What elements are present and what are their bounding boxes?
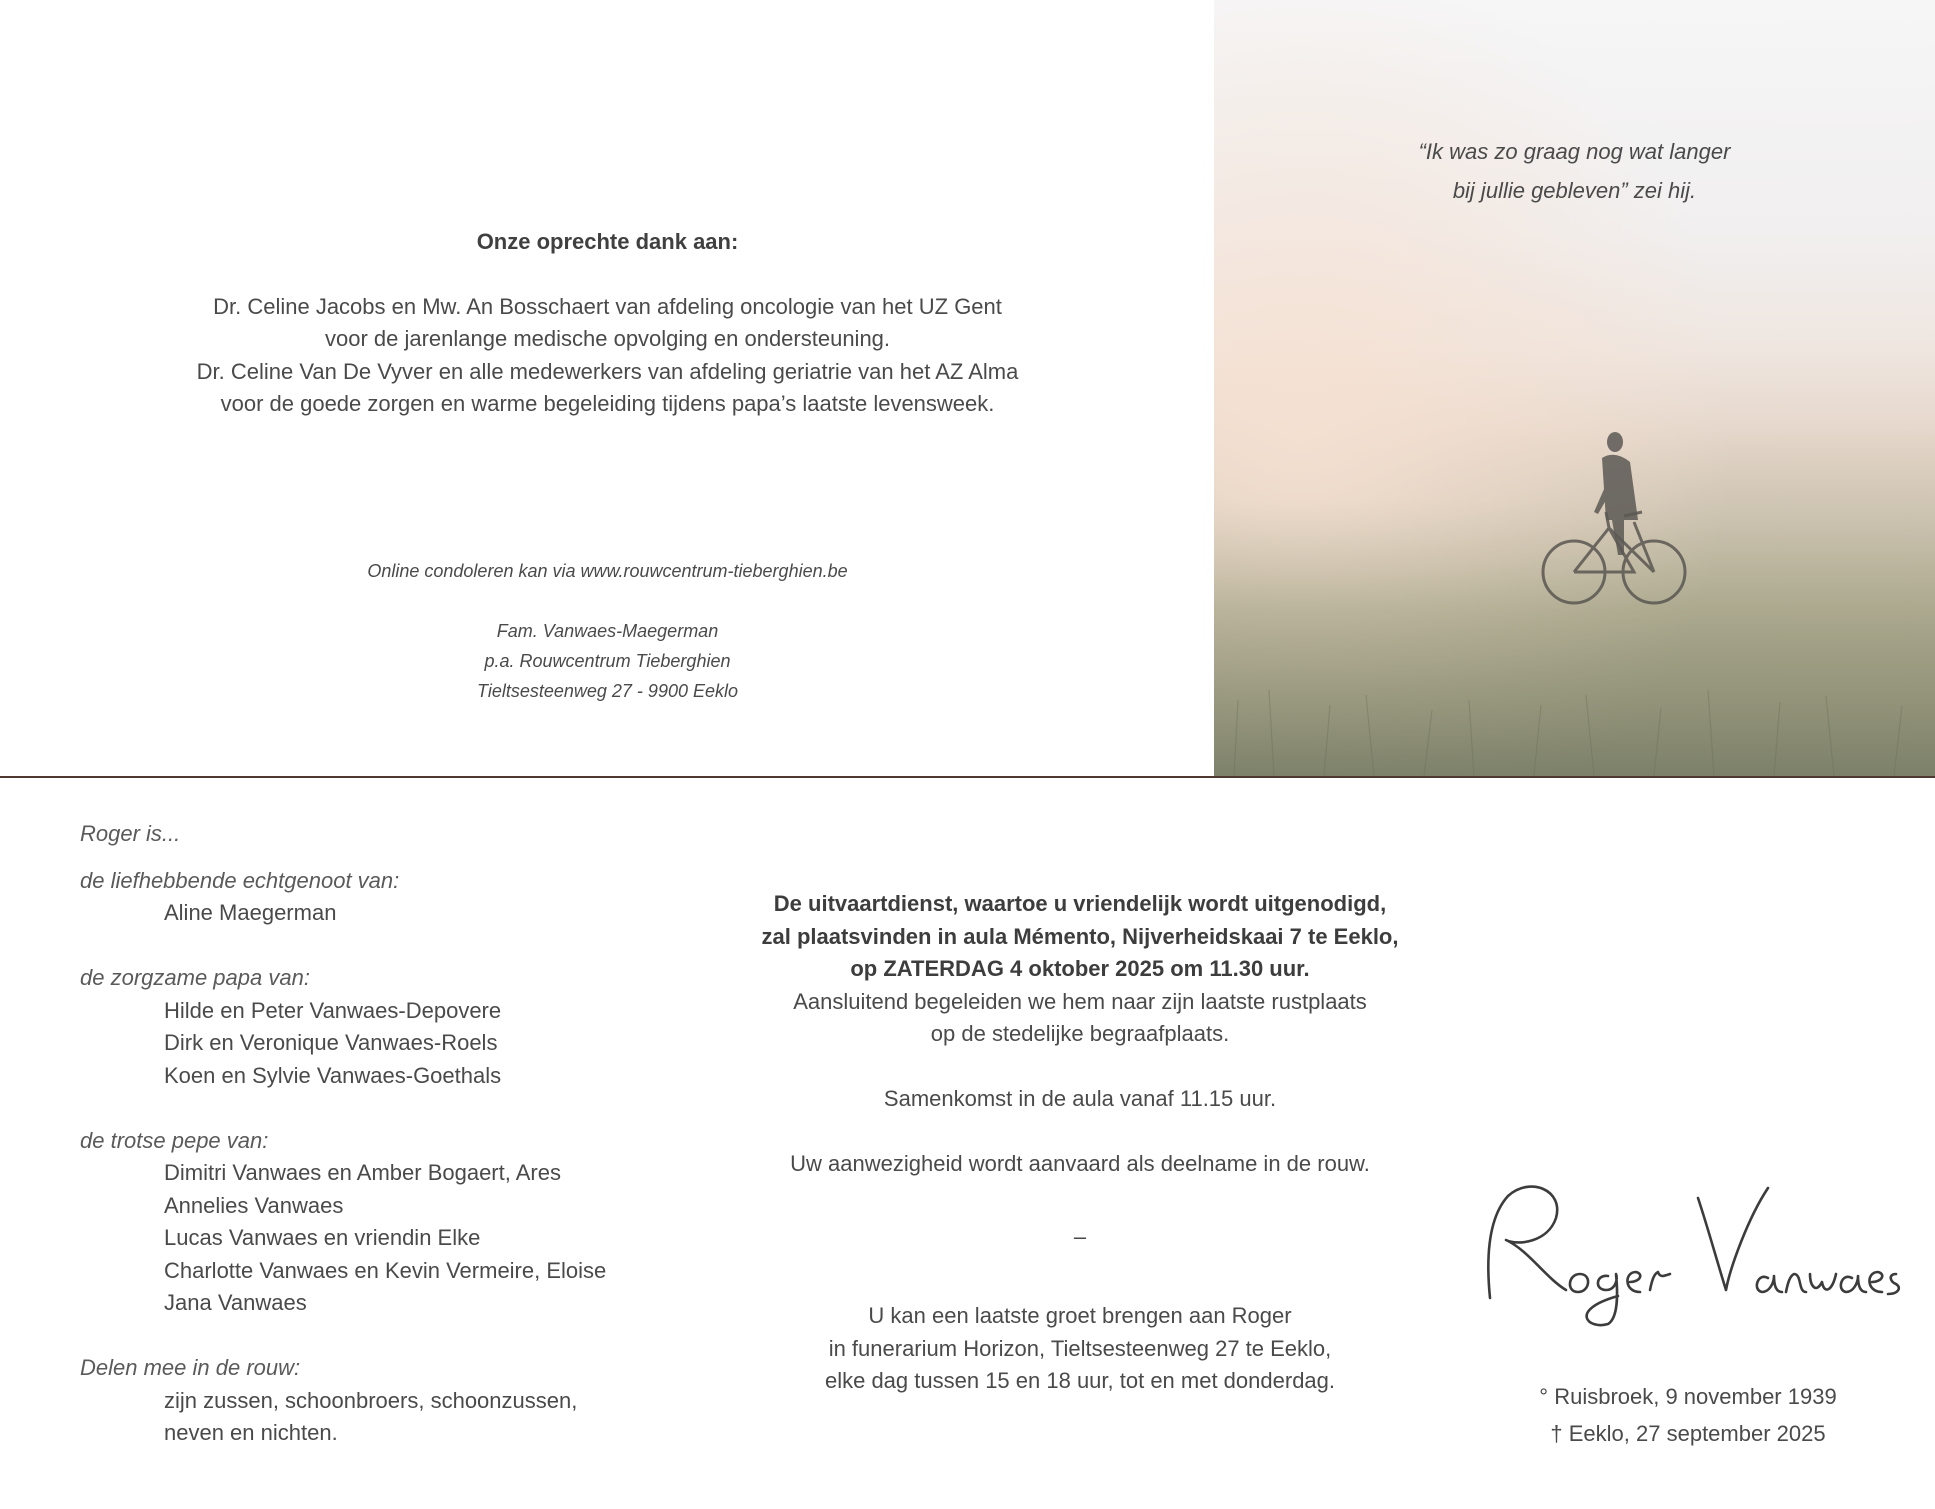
cyclist-fog-photo — [1214, 0, 1935, 776]
contact-section — [140, 556, 1075, 706]
family-list — [80, 818, 720, 1450]
care-of-line: p.a. Rouwcentrum Tieberghien — [484, 651, 731, 671]
online-condolence-text: Online condoleren kan via www.rouwcentrum-tieberghien.be — [367, 561, 848, 581]
thanks-line: voor de goede zorgen en warme begeleiding tijdens papa’s laatste levensweek. — [220, 391, 995, 416]
visit-line: in funerarium Horizon, Tieltsesteenweg 27 te Eeklo, — [828, 1335, 1332, 1361]
family-contact-name: Fam. Vanwaes-Maegerman — [496, 621, 719, 641]
child-name: Koen en Sylvie Vanwaes-Goethals — [164, 1062, 502, 1088]
thanks-heading: Onze oprechte dank aan: — [476, 229, 739, 254]
ceremony-line: De uitvaartdienst, waartoe u vriendelijk wordt uitgenodigd, — [773, 891, 1387, 916]
life-dates — [1468, 1378, 1908, 1452]
spouse-name: Aline Maegerman — [164, 900, 337, 925]
death-date: † Eeklo, 27 september 2025 — [1550, 1421, 1826, 1446]
mourners-line: zijn zussen, schoonbroers, schoonzussen, — [164, 1387, 578, 1413]
child-name: Hilde en Peter Vanwaes-Depovere — [164, 997, 502, 1023]
thanks-line: voor de jarenlange medische opvolging en ondersteuning. — [324, 326, 891, 351]
thanks-line: Dr. Celine Jacobs en Mw. An Bosschaert van afdeling oncologie van het UZ Gent — [213, 293, 1002, 319]
grandchild-name: Jana Vanwaes — [164, 1290, 307, 1315]
separator-dash: – — [1073, 1224, 1087, 1249]
presence-text: Uw aanwezigheid wordt aanvaard als deelname in de rouw. — [790, 1151, 1370, 1176]
visit-line: U kan een laatste groet brengen aan Roger — [868, 1303, 1292, 1328]
name-signature — [1468, 1178, 1908, 1328]
grandchild-name: Dimitri Vanwaes en Amber Bogaert, Ares — [164, 1160, 561, 1185]
ceremony-info — [700, 888, 1460, 1398]
family-intro: Roger is... — [80, 821, 181, 846]
contact-address: Tieltsesteenweg 27 - 9900 Eeklo — [477, 681, 738, 701]
grandchild-name: Annelies Vanwaes — [164, 1192, 344, 1218]
children-label: de zorgzame papa van: — [80, 965, 310, 990]
ceremony-line: op ZATERDAG 4 oktober 2025 om 11.30 uur. — [850, 956, 1310, 981]
quote-line: bij jullie gebleven” zei hij. — [1452, 178, 1697, 203]
burial-line: Aansluitend begeleiden we hem naar zijn laatste rustplaats — [793, 988, 1367, 1014]
visit-line: elke dag tussen 15 en 18 uur, tot en met donderdag. — [824, 1368, 1336, 1393]
quote-line: “Ik was zo graag nog wat langer — [1418, 139, 1731, 164]
mourners-label: Delen mee in de rouw: — [80, 1355, 301, 1380]
mourners-line: neven en nichten. — [164, 1420, 338, 1445]
photo-illustration — [1214, 0, 1935, 776]
burial-line: op de stedelijke begraafplaats. — [930, 1021, 1230, 1046]
grandchildren-label: de trotse pepe van: — [80, 1127, 269, 1153]
birth-date: ° Ruisbroek, 9 november 1939 — [1539, 1384, 1837, 1409]
grandchild-name: Lucas Vanwaes en vriendin Elke — [164, 1225, 481, 1250]
ceremony-line: zal plaatsvinden in aula Mémento, Nijverheidskaai 7 te Eeklo, — [761, 923, 1399, 949]
thanks-section — [140, 226, 1075, 421]
fold-divider — [0, 776, 1935, 778]
gathering-text: Samenkomst in de aula vanaf 11.15 uur. — [883, 1086, 1277, 1111]
thanks-line: Dr. Celine Van De Vyver en alle medewerkers van afdeling geriatrie van het AZ Alma — [196, 358, 1019, 384]
grandchild-name: Charlotte Vanwaes en Kevin Vermeire, Eloise — [164, 1257, 607, 1283]
spouse-label: de liefhebbende echtgenoot van: — [80, 867, 400, 893]
child-name: Dirk en Veronique Vanwaes-Roels — [164, 1030, 498, 1055]
quote — [1214, 132, 1935, 210]
